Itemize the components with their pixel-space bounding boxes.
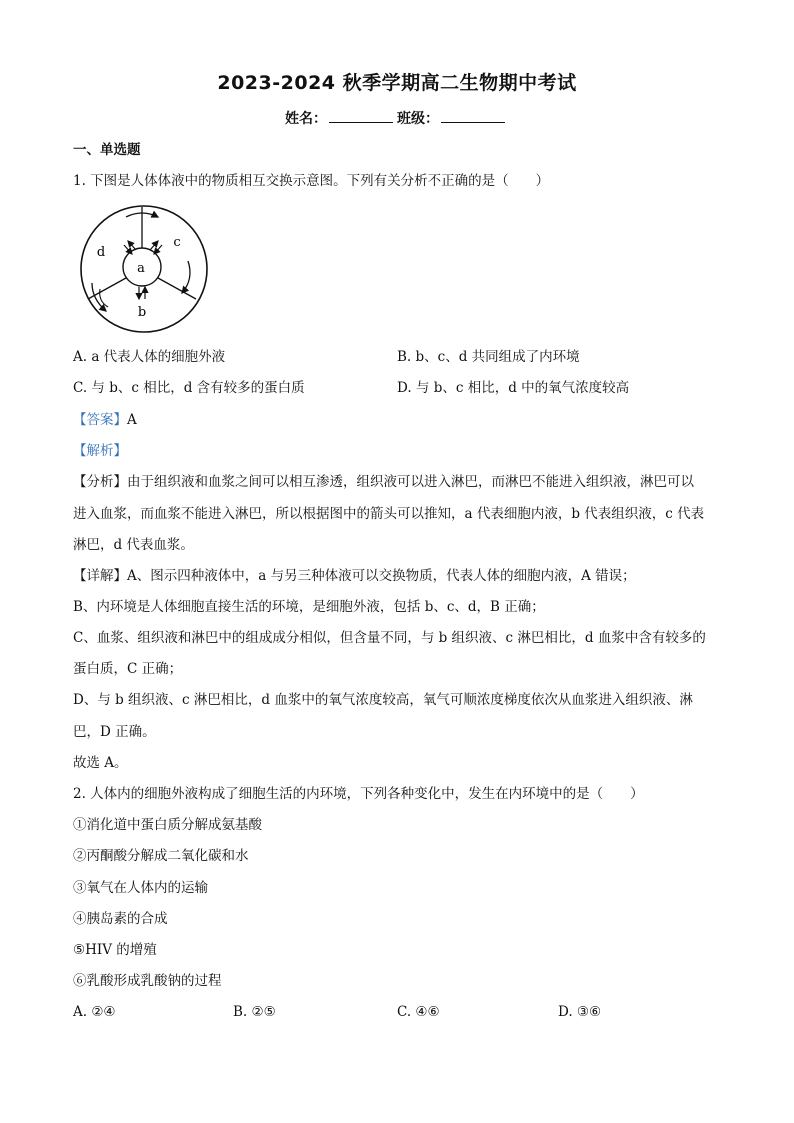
label-c: c bbox=[173, 235, 181, 250]
q1-option-b[interactable]: B. b、c、d 共同组成了内环境 bbox=[397, 349, 580, 365]
q2-item-1: ①消化道中蛋白质分解成氨基酸 bbox=[73, 817, 262, 833]
q1-option-d[interactable]: D. 与 b、c 相比，d 中的氧气浓度较高 bbox=[397, 380, 630, 396]
q1-conclusion: 故选 A。 bbox=[73, 755, 128, 771]
section-heading: 一、单选题 bbox=[73, 142, 141, 158]
name-blank[interactable] bbox=[329, 108, 393, 123]
arrow-c-to-a bbox=[154, 245, 162, 254]
q2-option-d[interactable]: D. ③⑥ bbox=[558, 1004, 602, 1020]
fenxi-line-2: 进入血浆，而血浆不能进入淋巴，所以根据图中的箭头可以推知，a 代表细胞内液，b 代表组织液，c 代表 bbox=[73, 506, 705, 522]
q2-item-6: ⑥乳酸形成乳酸钠的过程 bbox=[73, 973, 222, 989]
detail-line-4: 蛋白质，C 正确； bbox=[73, 661, 183, 677]
detail-line-3: C、血浆、组织液和淋巴中的组成成分相似，但含量不同，与 b 组织液、c 淋巴相比，d 血浆中含有较多的 bbox=[73, 630, 706, 646]
answer-tag: 【答案】 bbox=[73, 412, 127, 428]
q2-item-2: ②丙酮酸分解成二氧化碳和水 bbox=[73, 848, 249, 864]
fenxi-line-1 bbox=[73, 473, 694, 491]
arrow-a-to-d bbox=[128, 241, 136, 250]
q2-item-4: ④胰岛素的合成 bbox=[73, 911, 168, 927]
arrow-c-to-b-curve bbox=[182, 261, 190, 293]
q1-answer bbox=[73, 411, 137, 429]
q1-option-c[interactable]: C. 与 b、c 相比，d 含有较多的蛋白质 bbox=[73, 380, 305, 396]
q2-option-a[interactable]: A. ②④ bbox=[73, 1004, 116, 1020]
body-fluid-diagram bbox=[78, 203, 210, 335]
fenxi-tag: 【分析】 bbox=[73, 474, 127, 490]
label-a: a bbox=[137, 261, 145, 276]
exam-title: 2023-2024 秋季学期高二生物期中考试 bbox=[217, 72, 577, 94]
label-d: d bbox=[96, 245, 106, 260]
divider-right bbox=[158, 278, 196, 299]
class-label: 班级： bbox=[397, 111, 439, 127]
q2-stem: 2. 人体内的细胞外液构成了细胞生活的内环境，下列各种变化中，发生在内环境中的是（ ） bbox=[73, 786, 644, 802]
name-class-line bbox=[0, 108, 794, 128]
q1-stem: 1. 下图是人体体液中的物质相互交换示意图。下列有关分析不正确的是（ ） bbox=[73, 173, 550, 189]
detail-line-6: 巴，D 正确。 bbox=[73, 724, 156, 740]
class-blank[interactable] bbox=[441, 108, 505, 123]
detail-line-1 bbox=[73, 567, 636, 585]
detail-line-5: D、与 b 组织液、c 淋巴相比，d 血浆中的氧气浓度较高，氧气可顺浓度梯度依次从血浆进入组织液、淋 bbox=[73, 692, 693, 708]
divider-left bbox=[88, 278, 126, 299]
q1-option-a[interactable]: A. a 代表人体的细胞外液 bbox=[73, 349, 226, 365]
q2-item-3: ③氧气在人体内的运输 bbox=[73, 880, 208, 896]
q2-option-b[interactable]: B. ②⑤ bbox=[233, 1004, 276, 1020]
analysis-tag: 【解析】 bbox=[73, 443, 127, 459]
q2-item-5: ⑤HIV 的增殖 bbox=[73, 942, 157, 958]
name-label: 姓名： bbox=[285, 111, 327, 127]
detail-text-1: A、图示四种液体中，a 与另三种体液可以交换物质，代表人体的细胞内液，A 错误； bbox=[127, 568, 636, 584]
arrow-a-to-c bbox=[150, 241, 158, 250]
answer-value: A bbox=[127, 412, 137, 428]
detail-tag: 【详解】 bbox=[73, 568, 127, 584]
detail-line-2: B、内环境是人体细胞直接生活的环境，是细胞外液，包括 b、c、d，B 正确； bbox=[73, 599, 545, 615]
q2-option-c[interactable]: C. ④⑥ bbox=[397, 1004, 440, 1020]
arrow-d-to-a bbox=[124, 245, 132, 254]
fenxi-line-3: 淋巴，d 代表血浆。 bbox=[73, 537, 194, 553]
label-b: b bbox=[137, 305, 147, 320]
fenxi-text-1: 由于组织液和血浆之间可以相互渗透，组织液可以进入淋巴，而淋巴不能进入组织液，淋巴可以 bbox=[127, 474, 694, 490]
